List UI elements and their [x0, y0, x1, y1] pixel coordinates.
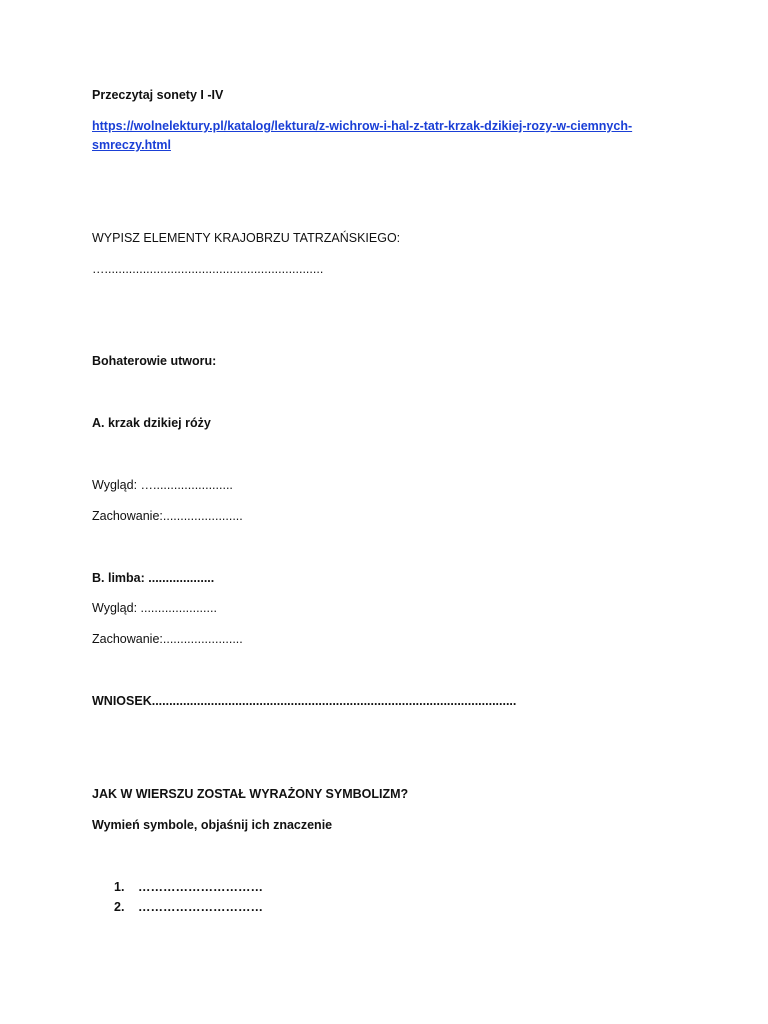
landscape-task: WYPISZ ELEMENTY KRAJOBRZU TATRZAŃSKIEGO: [92, 231, 401, 245]
intro-instruction: Przeczytaj sonety I -IV [92, 88, 224, 102]
hero-a-behavior: Zachowanie:....................... [92, 509, 243, 523]
symbolism-task: Wymień symbole, objaśnij ich znaczenie [92, 818, 333, 832]
landscape-answer-blank: …............................................................... [92, 262, 324, 276]
hero-b-look: Wygląd: ...................... [92, 601, 217, 615]
hero-a-look: Wygląd: …....................... [92, 478, 233, 492]
hero-b-behavior: Zachowanie:....................... [92, 632, 243, 646]
source-link-line-2[interactable]: smreczy.html [92, 138, 171, 152]
list-item-number: 1. [114, 880, 125, 894]
hero-a-heading: A. krzak dzikiej róży [92, 416, 211, 430]
list-item-blank: ………………………… [138, 880, 263, 894]
list-item-number: 2. [114, 900, 125, 914]
list-item-blank: ………………………… [138, 900, 263, 914]
list-item [114, 899, 263, 915]
conclusion-line: WNIOSEK......................................................................................................... [92, 694, 517, 708]
heroes-heading: Bohaterowie utworu: [92, 354, 217, 368]
symbolism-question: JAK W WIERSZU ZOSTAŁ WYRAŻONY SYMBOLIZM? [92, 787, 409, 801]
list-item [114, 879, 263, 895]
source-link-line-1[interactable]: https://wolnelektury.pl/katalog/lektura/z-wichrow-i-hal-z-tatr-krzak-dzikiej-rozy-w-ciemnych- [92, 119, 633, 133]
hero-b-heading: B. limba: ................... [92, 571, 215, 585]
